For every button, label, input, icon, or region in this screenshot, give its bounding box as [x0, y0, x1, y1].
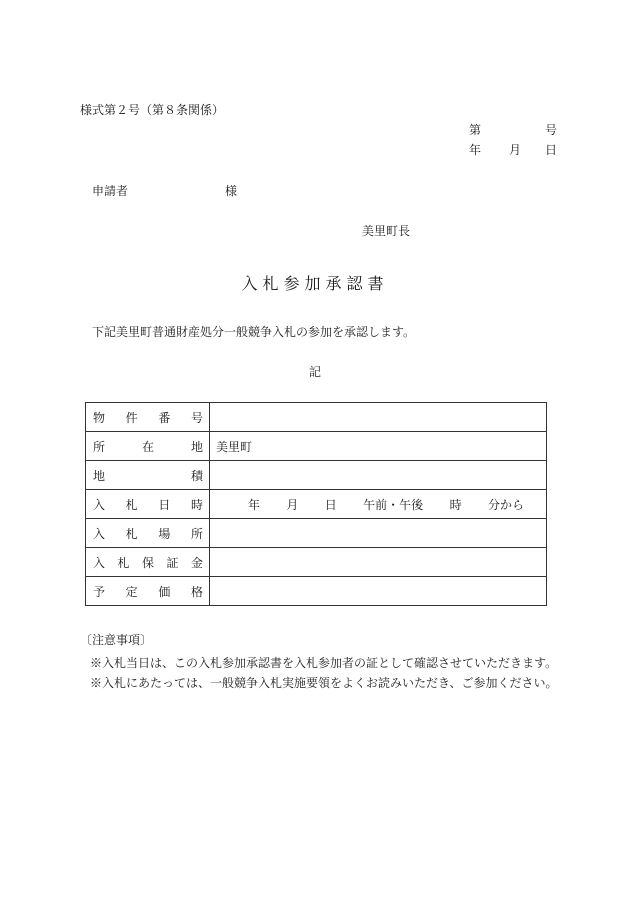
- row-value: [210, 548, 547, 577]
- label-char: 件: [125, 410, 138, 425]
- row-label: [86, 432, 210, 461]
- label-char: 証: [166, 555, 179, 570]
- label-char: 番: [158, 410, 171, 425]
- row-value: [210, 519, 547, 548]
- document-title: 入札参加承認書: [241, 274, 389, 293]
- form-number: 様式第２号（第８条関係）: [80, 103, 225, 117]
- document-number-label: 第: [469, 123, 482, 137]
- table-row: [86, 548, 547, 577]
- body-text: 下記美里町普通財産処分一般競争入札の参加を承認します。: [92, 325, 416, 339]
- label-char: 所: [93, 439, 106, 454]
- row-value: [210, 461, 547, 490]
- note-item: ※入札にあたっては、一般競争入札実施要領をよくお読みいただき、ご参加ください。: [90, 676, 558, 690]
- label-char: 保: [141, 555, 154, 570]
- row-label: [86, 461, 210, 490]
- label-char: 積: [190, 468, 203, 483]
- note-item: ※入札当日は、この入札参加承認書を入札参加者の証として確認させていただきます。: [90, 656, 558, 670]
- row-value: [210, 577, 547, 606]
- row-label: [86, 403, 210, 432]
- table-row: [86, 432, 547, 461]
- notes-heading: 〔注意事項〕: [80, 633, 153, 647]
- row-label: [86, 548, 210, 577]
- label-char: 金: [190, 555, 203, 570]
- table-row: [86, 461, 547, 490]
- datetime-day: 日: [324, 497, 337, 512]
- date-month-label: 月: [509, 143, 522, 157]
- label-char: 日: [158, 497, 171, 512]
- table-row: [86, 577, 547, 606]
- table-row: [86, 403, 547, 432]
- label-char: 物: [93, 410, 106, 425]
- row-value: [210, 490, 547, 519]
- ki-marker: 記: [308, 365, 321, 379]
- label-char: 入: [93, 526, 106, 541]
- info-table: [85, 402, 547, 606]
- label-char: 入: [93, 555, 106, 570]
- label-char: 札: [117, 555, 130, 570]
- applicant-honorific: 様: [225, 184, 238, 198]
- row-label: [86, 519, 210, 548]
- datetime-year: 年: [248, 497, 261, 512]
- datetime-ampm: 午前・午後: [363, 497, 424, 512]
- label-char: 時: [190, 497, 203, 512]
- label-char: 在: [141, 439, 154, 454]
- datetime-hour: 時: [449, 497, 462, 512]
- label-char: 所: [190, 526, 203, 541]
- document-number-suffix: 号: [545, 123, 558, 137]
- label-char: 価: [158, 584, 171, 599]
- applicant-label: 申請者: [92, 184, 129, 198]
- label-char: 定: [125, 584, 138, 599]
- label-char: 場: [158, 526, 171, 541]
- row-value: [210, 403, 547, 432]
- label-char: 札: [125, 526, 138, 541]
- issuer: 美里町長: [362, 224, 411, 238]
- date-day-label: 日: [545, 143, 558, 157]
- label-char: 入: [93, 497, 106, 512]
- label-char: 札: [125, 497, 138, 512]
- row-label: [86, 577, 210, 606]
- datetime-month: 月: [286, 497, 299, 512]
- date-year-label: 年: [469, 143, 482, 157]
- label-char: 号: [190, 410, 203, 425]
- datetime-minute: 分から: [487, 497, 524, 512]
- label-char: 地: [93, 468, 106, 483]
- table-row: [86, 490, 547, 519]
- label-char: 格: [190, 584, 203, 599]
- label-char: 地: [190, 439, 203, 454]
- row-label: [86, 490, 210, 519]
- label-char: 予: [93, 584, 106, 599]
- row-value: 美里町: [210, 432, 547, 461]
- table-row: [86, 519, 547, 548]
